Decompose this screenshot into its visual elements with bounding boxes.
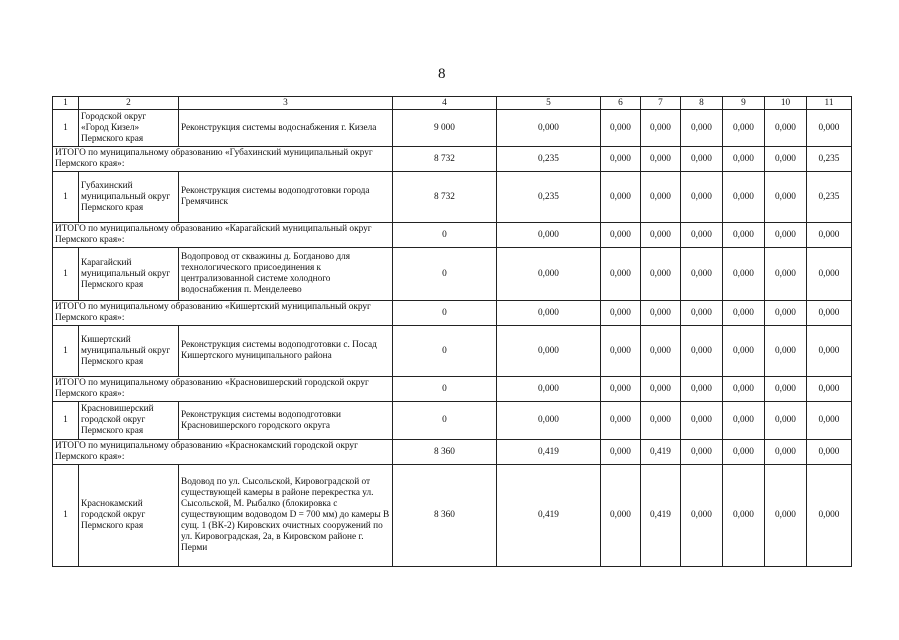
value-cell: 0,000 — [681, 465, 723, 567]
table-row — [53, 465, 852, 567]
total-row — [53, 440, 852, 465]
value-cell: 0,000 — [641, 402, 681, 440]
value-cell: 0,000 — [807, 110, 852, 147]
value-cell: 0 — [393, 248, 497, 301]
value-cell: 8 360 — [393, 440, 497, 465]
value-cell: 0 — [393, 402, 497, 440]
value-cell: 0,235 — [807, 172, 852, 223]
header-cell: 9 — [723, 97, 765, 110]
value-cell: 0,000 — [765, 377, 807, 402]
total-row — [53, 147, 852, 172]
project-cell: Реконструкция системы водоснабжения г. Кизела — [179, 110, 393, 147]
total-label: ИТОГО по муниципальному образованию «Губахинский муниципальный округ Пермского края»: — [53, 147, 393, 172]
header-cell: 7 — [641, 97, 681, 110]
value-cell: 0,000 — [723, 465, 765, 567]
header-cell: 4 — [393, 97, 497, 110]
value-cell: 0,000 — [601, 301, 641, 326]
value-cell: 0,000 — [723, 326, 765, 377]
value-cell: 0,000 — [641, 172, 681, 223]
value-cell: 8 732 — [393, 147, 497, 172]
header-cell: 1 — [53, 97, 79, 110]
header-row — [53, 97, 852, 110]
header-cell: 8 — [681, 97, 723, 110]
municipality-cell: Кишертский муниципальный округ Пермского края — [79, 326, 179, 377]
value-cell: 0,000 — [723, 377, 765, 402]
value-cell: 0,000 — [723, 223, 765, 248]
value-cell: 0,000 — [601, 172, 641, 223]
value-cell: 0,000 — [765, 326, 807, 377]
value-cell: 0,419 — [641, 465, 681, 567]
value-cell: 0,000 — [807, 402, 852, 440]
value-cell: 0,000 — [601, 223, 641, 248]
value-cell: 0,000 — [681, 301, 723, 326]
value-cell: 0,000 — [497, 110, 601, 147]
total-label: ИТОГО по муниципальному образованию «Красновишерский городской округ Пермского края»: — [53, 377, 393, 402]
value-cell: 0,000 — [723, 172, 765, 223]
header-cell: 3 — [179, 97, 393, 110]
value-cell: 0,000 — [601, 248, 641, 301]
value-cell: 0,000 — [723, 402, 765, 440]
total-row — [53, 377, 852, 402]
municipality-cell: Городской округ «Город Кизел» Пермского края — [79, 110, 179, 147]
value-cell: 0,000 — [681, 402, 723, 440]
value-cell: 0,000 — [723, 301, 765, 326]
value-cell: 0,000 — [641, 377, 681, 402]
table-row — [53, 248, 852, 301]
value-cell: 0,000 — [807, 223, 852, 248]
page-number: 8 — [438, 66, 446, 82]
value-cell: 0,000 — [765, 172, 807, 223]
value-cell: 8 732 — [393, 172, 497, 223]
value-cell: 0,000 — [807, 377, 852, 402]
value-cell: 0,000 — [723, 248, 765, 301]
value-cell: 0,000 — [765, 110, 807, 147]
project-cell: Водопровод от скважины д. Богданово для технологического присоединения к централизованной системе холодного водоснабжения п. Менделеево — [179, 248, 393, 301]
value-cell: 0,000 — [765, 440, 807, 465]
value-cell: 0,000 — [807, 465, 852, 567]
value-cell: 8 360 — [393, 465, 497, 567]
value-cell: 0,000 — [601, 147, 641, 172]
value-cell: 0,000 — [641, 248, 681, 301]
value-cell: 0,000 — [765, 147, 807, 172]
value-cell: 0,235 — [497, 147, 601, 172]
value-cell: 0,000 — [601, 440, 641, 465]
value-cell: 0,000 — [681, 147, 723, 172]
header-cell: 2 — [79, 97, 179, 110]
row-number: 1 — [53, 110, 79, 147]
value-cell: 0,000 — [641, 326, 681, 377]
row-number: 1 — [53, 465, 79, 567]
value-cell: 0,000 — [765, 248, 807, 301]
value-cell: 0,000 — [601, 465, 641, 567]
table-row — [53, 326, 852, 377]
value-cell: 0,000 — [765, 402, 807, 440]
value-cell: 0,000 — [641, 223, 681, 248]
header-cell: 6 — [601, 97, 641, 110]
value-cell: 0,000 — [601, 377, 641, 402]
header-cell: 10 — [765, 97, 807, 110]
value-cell: 0,000 — [497, 377, 601, 402]
value-cell: 0,000 — [601, 110, 641, 147]
row-number: 1 — [53, 172, 79, 223]
value-cell: 0,000 — [681, 440, 723, 465]
total-label: ИТОГО по муниципальному образованию «Кишертский муниципальный округ Пермского края»: — [53, 301, 393, 326]
value-cell: 0 — [393, 223, 497, 248]
value-cell: 0,000 — [681, 248, 723, 301]
value-cell: 0,000 — [765, 465, 807, 567]
total-row — [53, 223, 852, 248]
value-cell: 0,000 — [681, 172, 723, 223]
value-cell: 0,000 — [807, 326, 852, 377]
value-cell: 0,235 — [497, 172, 601, 223]
value-cell: 0 — [393, 326, 497, 377]
value-cell: 0,000 — [641, 147, 681, 172]
project-cell: Реконструкция системы водоподготовки города Гремячинск — [179, 172, 393, 223]
total-row — [53, 301, 852, 326]
table-row — [53, 172, 852, 223]
value-cell: 0,000 — [681, 326, 723, 377]
value-cell: 0,000 — [765, 301, 807, 326]
value-cell: 0,000 — [497, 326, 601, 377]
value-cell: 0,419 — [497, 465, 601, 567]
project-cell: Реконструкция системы водоподготовки с. Посад Кишертского муниципального района — [179, 326, 393, 377]
value-cell: 0,419 — [497, 440, 601, 465]
value-cell: 0,000 — [641, 301, 681, 326]
value-cell: 0,000 — [681, 377, 723, 402]
value-cell: 0 — [393, 377, 497, 402]
value-cell: 0,000 — [723, 440, 765, 465]
value-cell: 0,000 — [807, 301, 852, 326]
project-cell: Реконструкция системы водоподготовки Красновишерского городского округа — [179, 402, 393, 440]
value-cell: 0,000 — [601, 402, 641, 440]
value-cell: 0,000 — [681, 110, 723, 147]
value-cell: 0,000 — [497, 223, 601, 248]
municipality-cell: Губахинский муниципальный округ Пермского края — [79, 172, 179, 223]
municipality-cell: Красновишерский городской округ Пермского края — [79, 402, 179, 440]
table-row — [53, 110, 852, 147]
municipality-cell: Краснокамский городской округ Пермского края — [79, 465, 179, 567]
value-cell: 0 — [393, 301, 497, 326]
value-cell: 0,000 — [497, 301, 601, 326]
value-cell: 0,000 — [601, 326, 641, 377]
value-cell: 0,419 — [641, 440, 681, 465]
project-cell: Водовод по ул. Сысольской, Кировоградской от существующей камеры в районе перекрестка ул. Сысольской, М. Рыбалко (блокировка с существующим водоводом D = 700 мм) до камеры В сущ. 1 (ВК-2) Кировских очистных сооружений по ул. Кировоградская, 2а, в Кировском районе г. Перми — [179, 465, 393, 567]
header-cell: 5 — [497, 97, 601, 110]
data-table — [52, 96, 852, 567]
value-cell: 0,000 — [641, 110, 681, 147]
value-cell: 0,000 — [497, 248, 601, 301]
value-cell: 0,000 — [497, 402, 601, 440]
row-number: 1 — [53, 248, 79, 301]
header-cell: 11 — [807, 97, 852, 110]
row-number: 1 — [53, 402, 79, 440]
row-number: 1 — [53, 326, 79, 377]
total-label: ИТОГО по муниципальному образованию «Карагайский муниципальный округ Пермского края»: — [53, 223, 393, 248]
value-cell: 0,000 — [807, 440, 852, 465]
municipality-cell: Карагайский муниципальный округ Пермского края — [79, 248, 179, 301]
value-cell: 0,000 — [807, 248, 852, 301]
value-cell: 0,000 — [723, 110, 765, 147]
table-row — [53, 402, 852, 440]
value-cell: 0,235 — [807, 147, 852, 172]
value-cell: 9 000 — [393, 110, 497, 147]
value-cell: 0,000 — [681, 223, 723, 248]
total-label: ИТОГО по муниципальному образованию «Краснокамский городской округ Пермского края»: — [53, 440, 393, 465]
value-cell: 0,000 — [723, 147, 765, 172]
value-cell: 0,000 — [765, 223, 807, 248]
